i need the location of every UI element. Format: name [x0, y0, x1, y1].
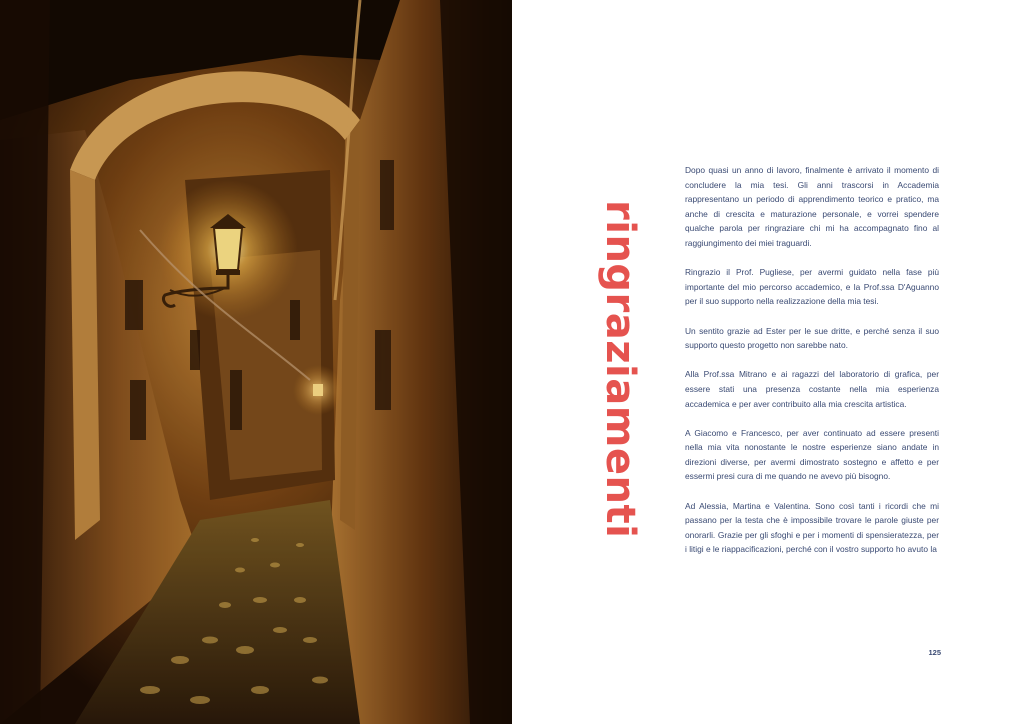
paragraph: Dopo quasi un anno di lavoro, finalmente è arrivato il momento di concludere la mia tesi. Gli anni trascorsi in Accademia rappresentano un periodo di apprendimento teorico e pratico, ma anche di crescita e maturazione personale, e vorrei spendere qualche parola per ringraziare chi mi ha accompagnato fino al raggiungimento dei miei traguardi. [685, 165, 939, 248]
paragraph: Un sentito grazie ad Ester per le sue dritte, e perché senza il suo supporto questo progetto non sarebbe nato. [685, 325, 939, 351]
paragraph: Alla Prof.ssa Mitrano e ai ragazzi del laboratorio di grafica, per essere stati una presenza costante nella mia esperienza accademica e per aver contribuito alla mia crescita artistica. [685, 369, 939, 409]
paragraph: A Giacomo e Francesco, per aver continuato ad essere presenti nella mia vita nonostante le nostre esperienze siano andate in direzioni diverse, per avermi dimostrato sostegno e affetto e per essermi presi cura di me quando ne avevo più bisogno. [685, 427, 939, 482]
page-number: 125 [928, 648, 941, 657]
acknowledgements-text [685, 163, 939, 572]
paragraph: Ringrazio il Prof. Pugliese, per avermi guidato nella fase più importante del mio percorso accademico, e la Prof.ssa D'Aguanno per il suo supporto nella realizzazione della mia tesi. [685, 267, 939, 307]
paragraph: Ad Alessia, Martina e Valentina. Sono così tanti i ricordi che mi passano per la testa che è impossibile trovare le parole giuste per onorarli. Grazie per gli sfoghi e per i momenti di spensieratezza, per i litigi e le riappacificazioni, perché con il vostro supporto ho avuto la [685, 500, 939, 555]
page-title-text: ringraziamenti [597, 200, 643, 539]
